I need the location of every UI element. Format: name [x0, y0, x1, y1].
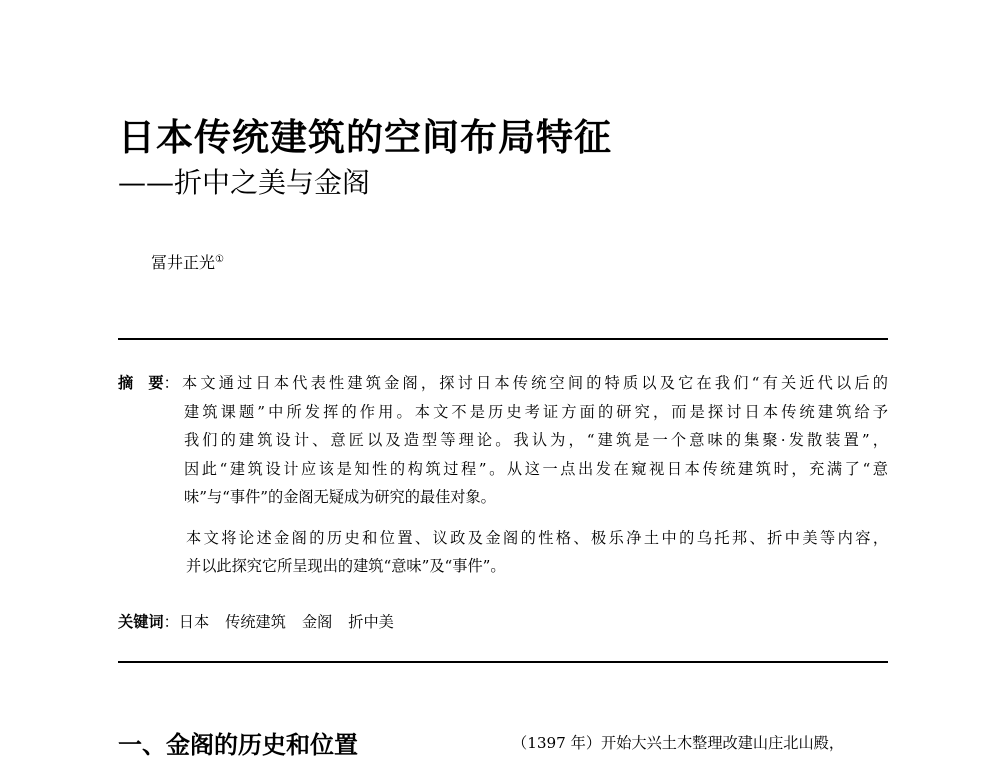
abstract-p1-line: 味”与“事件”的金阁无疑成为研究的最佳对象。 — [184, 488, 496, 506]
abstract-label-text: 摘 要 — [118, 374, 164, 392]
author-name: 冨井正光 — [151, 253, 216, 272]
keyword-item: 折中美 — [348, 613, 394, 631]
abstract-p1-line: 因此“建筑设计应该是知性的构筑过程”。从这一点出发在窥视日本传统建筑时，充满了“意 — [184, 459, 888, 478]
abstract-p1-line: 建筑课题”中所发挥的作用。本文不是历史考证方面的研究，而是探讨日本传统建筑给予 — [184, 402, 888, 421]
paper-title: 日本传统建筑的空间布局特征 — [118, 115, 612, 159]
abstract-p1-line: 本文通过日本代表性建筑金阁，探讨日本传统空间的特质以及它在我们“有关近代以后的 — [182, 374, 888, 392]
keywords-colon: ： — [163, 613, 179, 631]
keyword-item: 日本 — [178, 613, 210, 631]
abstract-p2-line: 并以此探究它所呈现出的建筑“意味”及“事件”。 — [186, 557, 506, 575]
keyword-item: 传统建筑 — [225, 613, 286, 631]
section-heading: 一、金阁的历史和位置 — [118, 730, 358, 759]
abstract-label — [118, 369, 179, 398]
abstract-p1-line: 我们的建筑设计、意匠以及造型等理论。我认为，“建筑是一个意味的集聚·发散装置”， — [184, 431, 888, 449]
abstract-body — [182, 369, 888, 581]
keywords-label: 关键词 — [118, 613, 164, 631]
keyword-item: 金阁 — [301, 613, 333, 631]
author-footnote-mark: ① — [215, 254, 224, 265]
abstract-block — [118, 369, 888, 581]
abstract-p2-line: 本文将论述金阁的历史和位置、议政及金阁的性格、极乐净土中的乌托邦、折中美等内容， — [186, 528, 888, 547]
top-divider — [118, 338, 888, 340]
abstract-label-colon: ： — [163, 374, 179, 392]
abstract-paragraph-1 — [182, 369, 888, 512]
right-column-text: （1397 年）开始大兴土木整理改建山庄北山殿， — [512, 734, 845, 752]
abstract-paragraph-2 — [186, 524, 888, 581]
author — [151, 250, 224, 273]
paper-subtitle: ——折中之美与金阁 — [118, 166, 371, 199]
keywords — [118, 612, 410, 632]
bottom-divider — [118, 661, 888, 663]
